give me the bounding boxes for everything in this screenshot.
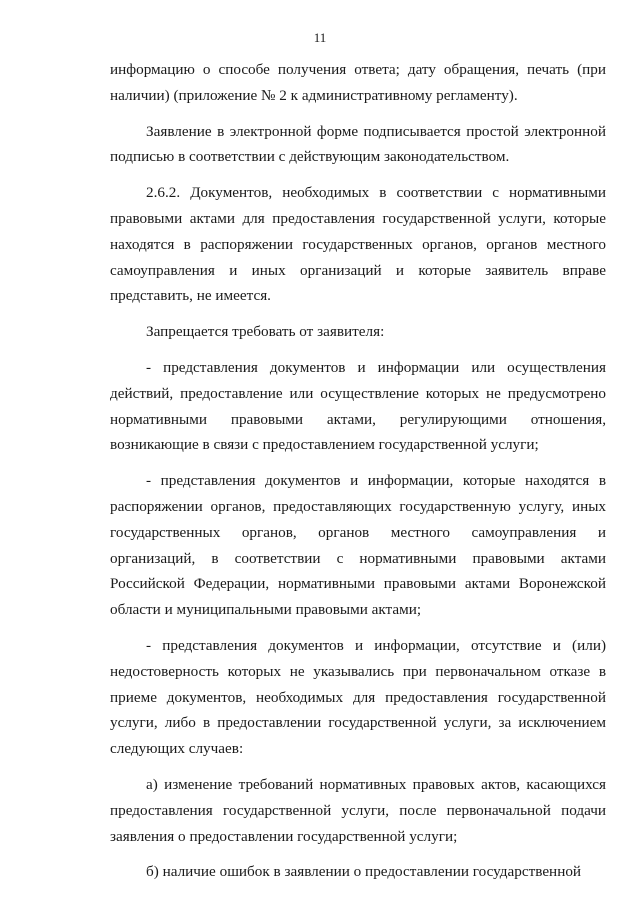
list-item-documents-in-possession: - представления документов и информации, которые находятся в распоряжении органов, предоставляющих государственную услугу, иных государственных органов, органов местного самоуправления и организаций, в соответствии с нормативными правовыми актами Российской Федерации, нормативными правовыми актами Воронежской области и муниципальными правовыми актами; <box>110 472 606 619</box>
list-item-documents-actions: - представления документов и информации или осуществления действий, предоставление или осуществление которых не предусмотрено нормативными правовыми актами, регулирующими отношения, возникающие в связи с предоставлением государственной услуги; <box>110 358 606 454</box>
page-number: 11 <box>313 30 327 45</box>
paragraph-continuation: информацию о способе получения ответа; дату обращения, печать (при наличии) (приложение № 2 к административному регламенту). <box>110 61 606 104</box>
paragraph-electronic-signature: Заявление в электронной форме подписывается простой электронной подписью в соответствии с действующим законодательством. <box>110 122 606 166</box>
paragraph-section-2-6-2: 2.6.2. Документов, необходимых в соответствии с нормативными правовыми актами для предоставления государственной услуги, которые находятся в распоряжении государственных органов, органов местного самоуправления и иных организаций и которые заявитель вправе представить, не имеется. <box>110 184 606 305</box>
paragraph-prohibition-heading: Запрещается требовать от заявителя: <box>146 323 385 341</box>
list-item-documents-not-indicated: - представления документов и информации, отсутствие и (или) недостоверность которых не указывались при первоначальном отказе в приеме документов, необходимых для предоставления государственной услуги, либо в предоставлении государственной услуги, за исключением следующих случаев: <box>110 636 606 758</box>
document-body <box>110 57 606 895</box>
list-item-case-b: б) наличие ошибок в заявлении о предоставлении государственной <box>146 863 582 881</box>
list-item-case-a: а) изменение требований нормативных правовых актов, касающихся предоставления государственной услуги, после первоначальной подачи заявления о предоставлении государственной услуги; <box>110 775 606 845</box>
